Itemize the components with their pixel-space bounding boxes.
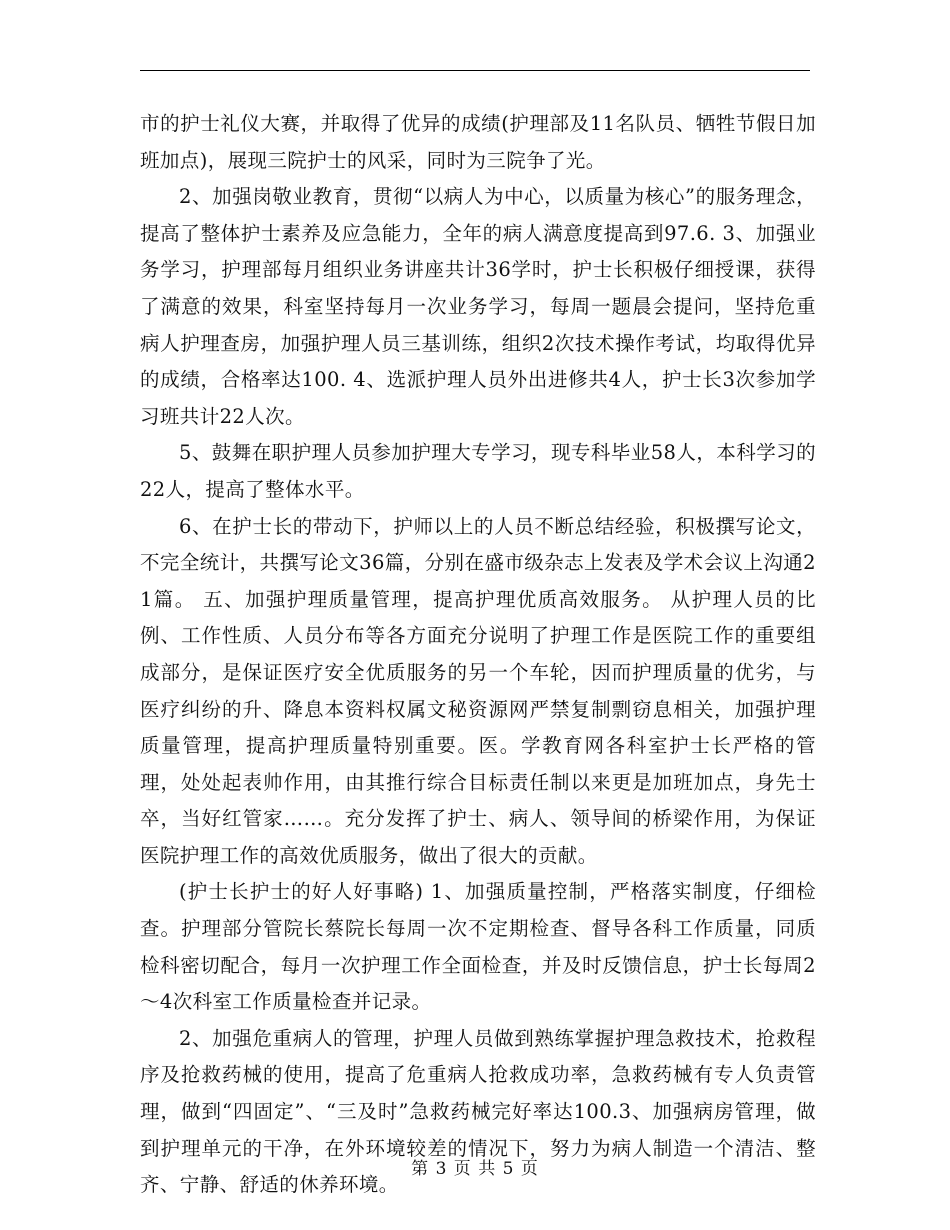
body-text [140, 106, 816, 1204]
paragraph-3: 5、鼓舞在职护理人员参加护理大专学习，现专科毕业58人，本科学习的22人，提高了整体水平。 [140, 441, 816, 501]
paragraph-6: 2、加强危重病人的管理，护理人员做到熟练掌握护理急救技术，抢救程序及抢救药械的使用，提高了危重病人抢救成功率，急救药械有专人负责管理，做到“四固定”、“三及时”急救药械完好率达100.3、加强病房管理，做到护理单元的干净，在外环境较差的情况下，努力为病人制造一个清洁、整齐、宁静、舒适的休养环境。 [140, 1026, 816, 1197]
header-rule [140, 70, 810, 71]
page-number-footer: 第 3 页 共 5 页 [411, 1159, 539, 1179]
paragraph-4: 6、在护士长的带动下，护师以上的人员不断总结经验，积极撰写论文，不完全统计，共撰写论文36篇，分别在盛市级杂志上发表及学术会议上沟通21篇。 五、加强护理质量管理，提高护理优质高效服务。 从护理人员的比例、工作性质、人员分布等各方面充分说明了护理工作是医院工作的重要组成部分，是保证医疗安全优质服务的另一个车轮，因而护理质量的优劣，与医疗纠纷的升、降息本资料权属文秘资源网严禁复制剽窃息相关，加强护理质量管理，提高护理质量特别重要。医。学教育网各科室护士长严格的管理，处处起表帅作用，由其推行综合目标责任制以来更是加班加点，身先士卒，当好红管家……。充分发挥了护士、病人、领导间的桥梁作用，为保证医院护理工作的高效优质服务，做出了很大的贡献。 [140, 514, 816, 867]
paragraph-2: 2、加强岗敬业教育，贯彻“以病人为中心，以质量为核心”的服务理念，提高了整体护士素养及应急能力，全年的病人满意度提高到97.6. 3、加强业务学习，护理部每月组织业务讲座共计36学时，护士长积极仔细授课，获得了满意的效果，科室坚持每月一次业务学习，每周一题晨会提问，坚持危重病人护理查房，加强护理人员三基训练，组织2次技术操作考试，均取得优异的成绩，合格率达100. 4、选派护理人员外出进修共4人，护士长3次参加学习班共计22人次。 [140, 185, 816, 428]
paragraph-5: (护士长护士的好人好事略) 1、加强质量控制，严格落实制度，仔细检查。护理部分管院长蔡院长每周一次不定期检查、督导各科工作质量，同质检科密切配合，每月一次护理工作全面检查，并及时反馈信息，护士长每周2～4次科室工作质量检查并记录。 [140, 880, 816, 1014]
paragraph-1: 市的护士礼仪大赛，并取得了优异的成绩(护理部及11名队员、牺牲节假日加班加点)，展现三院护士的风采，同时为三院争了光。 [140, 112, 816, 172]
